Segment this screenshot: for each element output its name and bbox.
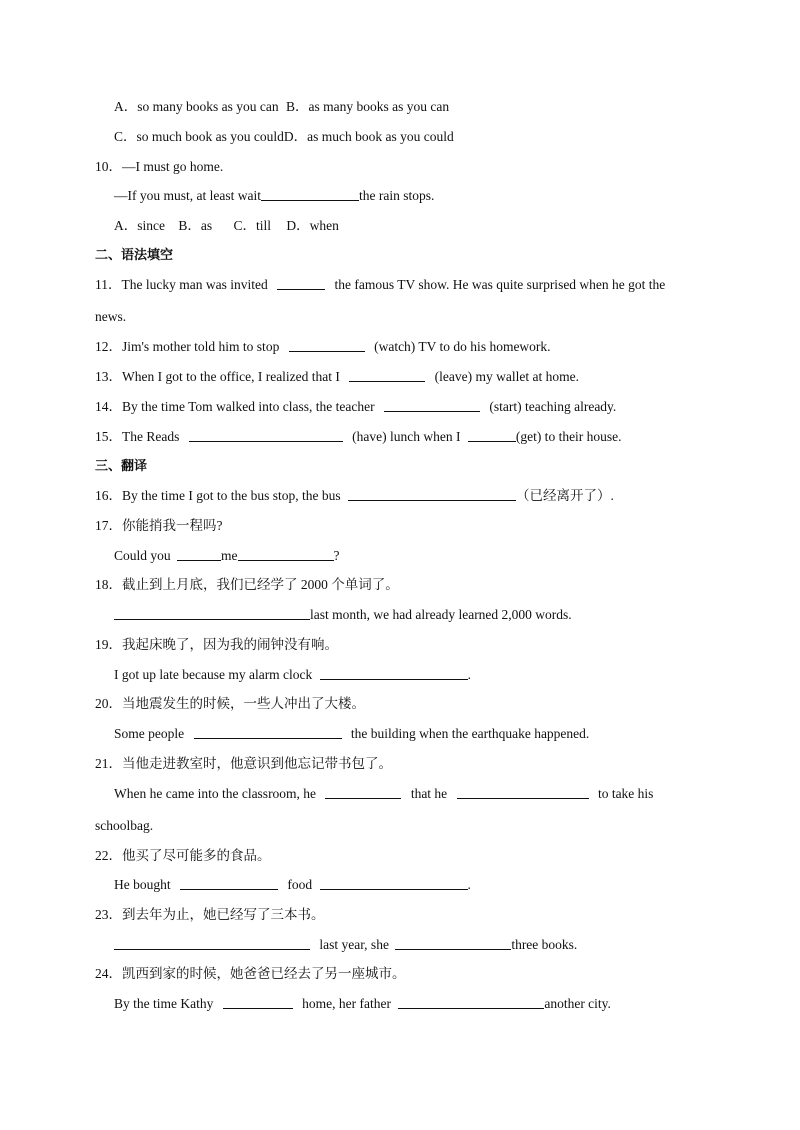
- q21-text-b: that he: [410, 786, 448, 801]
- q22-text-a: He bought: [114, 877, 171, 892]
- q16-text-a: 16．By the time I got to the bus stop, the bus: [95, 488, 341, 503]
- q10-options: [114, 218, 339, 234]
- q16-text-b: （已经离开了）.: [516, 488, 614, 503]
- q13: [95, 369, 579, 385]
- q21-text-a: When he came into the classroom, he: [114, 786, 317, 801]
- q11-line1: [95, 277, 665, 293]
- q9-option-a: A．so many books as you can: [114, 99, 279, 114]
- q17-text-c: ?: [333, 548, 340, 563]
- q17-text-b: me: [221, 548, 238, 563]
- q20-blank[interactable]: [194, 726, 342, 739]
- q23-blank-1[interactable]: [114, 937, 310, 950]
- q21-blank-1[interactable]: [325, 786, 401, 799]
- q10-option-c: C．till: [233, 218, 272, 233]
- q10-stem: 10．—I must go home.: [95, 159, 224, 174]
- q14: [95, 399, 616, 415]
- q22-prompt: 22．他买了尽可能多的食品。: [95, 848, 271, 863]
- q19-blank[interactable]: [320, 667, 468, 680]
- q21-text-c: to take his: [597, 786, 654, 801]
- q18-blank[interactable]: [114, 607, 310, 620]
- q24-prompt: 24．凯西到家的时候，她爸爸已经去了另一座城市。: [95, 966, 406, 981]
- q12-blank[interactable]: [289, 339, 365, 352]
- q19-prompt: 19．我起床晚了，因为我的闹钟没有响。: [95, 637, 338, 652]
- q23-prompt: 23．到去年为止，她已经写了三本书。: [95, 907, 325, 922]
- q17-blank-2[interactable]: [238, 548, 334, 561]
- q12: [95, 339, 551, 355]
- q14-blank[interactable]: [384, 399, 480, 412]
- q11-text-b: the famous TV show. He was quite surprised when he got the: [334, 277, 666, 292]
- q10-line2: [114, 188, 434, 204]
- q20-text-b: the building when the earthquake happened.: [350, 726, 590, 741]
- q23-text-b: three books.: [511, 937, 578, 952]
- q9-option-b: B．as many books as you can: [285, 99, 450, 114]
- section-heading-grammar: 二、语法填空: [95, 248, 174, 263]
- q22-text-c: .: [467, 877, 471, 892]
- q24-text-b: home, her father: [302, 996, 391, 1011]
- q18-text-a: last month, we had already learned 2,000 words.: [310, 607, 572, 622]
- q10-option-a: A．since: [114, 218, 165, 233]
- q9-options-row1: [114, 99, 449, 115]
- q19-answer: [114, 667, 471, 683]
- q24-text-c: another city.: [544, 996, 611, 1011]
- q23-text-a: last year, she: [319, 937, 389, 952]
- q11-text-a: 11．The lucky man was invited: [95, 277, 268, 292]
- q10-text-a: —If you must, at least wait: [114, 188, 261, 203]
- q15-text-a: 15．The Reads: [95, 429, 180, 444]
- q19-text-b: .: [467, 667, 472, 682]
- q24-blank-1[interactable]: [223, 996, 293, 1009]
- q22-blank-1[interactable]: [180, 877, 278, 890]
- q11-line2: news.: [95, 309, 127, 324]
- q18-answer: [114, 607, 572, 623]
- q13-blank[interactable]: [349, 369, 425, 382]
- q11-blank[interactable]: [277, 277, 325, 290]
- q23-answer: [114, 937, 577, 953]
- q13-text-a: 13．When I got to the office, I realized that I: [95, 369, 340, 384]
- q16: [95, 488, 614, 504]
- q24-answer: [114, 996, 611, 1012]
- section-heading-translation: 三、翻译: [95, 459, 148, 474]
- q10-option-b: B．as: [178, 218, 213, 233]
- q20-answer: [114, 726, 589, 742]
- q17-prompt: 17．你能捎我一程吗?: [95, 518, 223, 533]
- q21-blank-2[interactable]: [457, 786, 589, 799]
- q24-blank-2[interactable]: [398, 996, 544, 1009]
- q21-answer-line1: [114, 786, 653, 802]
- q15-blank-2[interactable]: [468, 429, 516, 442]
- q24-text-a: By the time Kathy: [114, 996, 214, 1011]
- q14-text-b: (start) teaching already.: [489, 399, 617, 414]
- q15-text-b: (have) lunch when I: [352, 429, 461, 444]
- q9-option-d: D．as much book as you could: [283, 129, 454, 144]
- q12-text-b: (watch) TV to do his homework.: [374, 339, 551, 354]
- q15-text-c: (get) to their house.: [515, 429, 622, 444]
- q19-text-a: I got up late because my alarm clock: [114, 667, 313, 682]
- q9-options-row2: [114, 129, 454, 145]
- q10-blank[interactable]: [261, 188, 359, 201]
- q14-text-a: 14．By the time Tom walked into class, the teacher: [95, 399, 375, 414]
- q17-blank-1[interactable]: [177, 548, 221, 561]
- q21-prompt: 21．当他走进教室时，他意识到他忘记带书包了。: [95, 756, 392, 771]
- q15-blank-1[interactable]: [189, 429, 343, 442]
- q20-prompt: 20．当地震发生的时候，一些人冲出了大楼。: [95, 696, 365, 711]
- q10-option-d: D．when: [286, 218, 339, 233]
- q17-answer: [114, 548, 340, 564]
- q16-blank[interactable]: [348, 488, 516, 501]
- q20-text-a: Some people: [114, 726, 185, 741]
- q22-blank-2[interactable]: [320, 877, 468, 890]
- q18-prompt: 18．截止到上月底，我们已经学了 2000 个单词了。: [95, 577, 399, 592]
- q22-text-b: food: [287, 877, 313, 892]
- q15: [95, 429, 622, 445]
- q23-blank-2[interactable]: [395, 937, 511, 950]
- q9-option-c: C．so much book as you could: [114, 129, 284, 144]
- q12-text-a: 12．Jim's mother told him to stop: [95, 339, 280, 354]
- q13-text-b: (leave) my wallet at home.: [434, 369, 579, 384]
- q17-text-a: Could you: [114, 548, 171, 563]
- q22-answer: [114, 877, 471, 893]
- q21-answer-line2: schoolbag.: [95, 818, 154, 833]
- q10-text-b: the rain stops.: [358, 188, 435, 203]
